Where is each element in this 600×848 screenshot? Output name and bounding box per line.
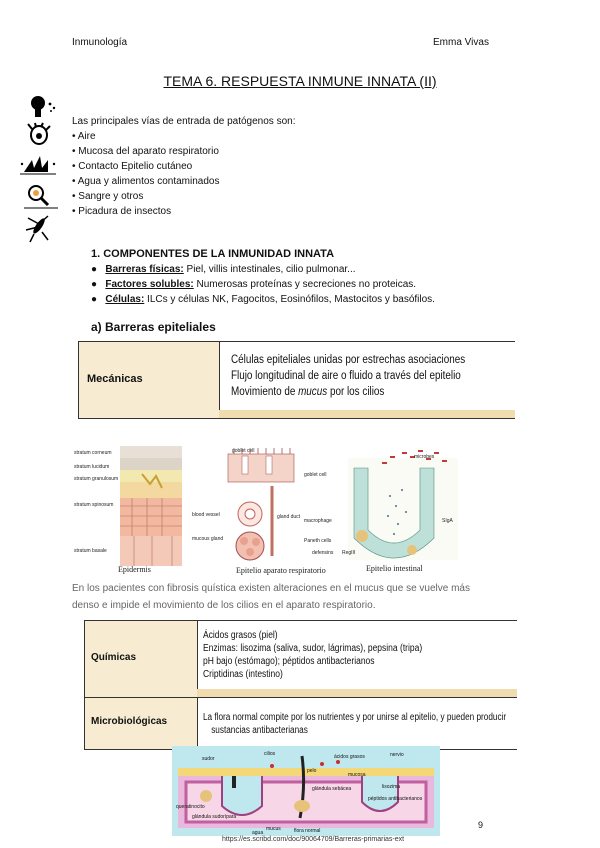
source-url[interactable]: https://es.scribd.com/doc/90064709/Barreras-primarias-ext [222,836,405,843]
splash-icon [20,156,56,174]
fig2-label: mucosa [348,772,366,778]
gut-label: goblet cell [304,472,327,478]
gut-label: RegIII [342,550,356,556]
header-author: Emma Vivas [433,37,489,48]
micro-line: La flora normal compite por los nutrientes y por unirse al epitelio, y pueden producir [203,712,507,723]
intro-text: Las principales vías de entrada de patógenos son: [72,116,296,127]
barrier-figure [172,746,440,836]
caption-respiratory: Epitelio aparato respiratorio [236,566,326,575]
list-item: • Mucosa del aparato respiratorio [72,146,219,157]
route-icons [18,94,60,249]
mecanicas-label: Mecánicas [87,373,143,385]
fig2-label: mucus [266,826,281,832]
quimicas-line: pH bajo (estómago); péptidos antibacterianos [203,656,375,667]
skin-label: stratum spinosum [74,502,114,508]
section-heading: 1. COMPONENTES DE LA INMUNIDAD INNATA [91,248,335,260]
magnifier-icon [24,186,58,208]
fig2-label: ácidos grasos [334,754,365,760]
subsection-heading: a) Barreras epiteliales [91,320,216,334]
fig2-label: lisozima [382,784,401,790]
item-text: Piel, villis intestinales, cilio pulmonar... [183,264,356,275]
quimicas-content [203,629,467,681]
mecanicas-label-cell [79,342,220,418]
fig2-label: queratinocito [176,804,205,810]
respiratory-diagram [228,448,294,560]
gut-label: SIgA [442,518,453,524]
list-item: • Agua y alimentos contaminados [72,176,220,187]
item-label: Células: [105,294,145,305]
resp-label: gland duct [277,514,301,520]
skin-label: stratum granulosum [74,476,119,482]
gut-label: defensins [312,550,334,556]
skin-label: stratum lucidum [74,464,110,470]
fig2-label: péptidos antibacterianos [368,796,423,802]
resp-label: blood vessel [192,512,220,518]
route-icons-svg [18,94,60,244]
skin-label: stratum basale [74,548,107,554]
mecanicas-content [231,352,475,400]
routes-list [72,129,219,219]
page-number: 9 [478,820,484,830]
list-item: • Picadura de insectos [72,206,172,217]
micro-label-cell [85,698,198,749]
resp-label: goblet cell [232,448,255,454]
epithelia-svg [72,446,462,576]
fig2-label: glándula sudorípara [192,814,237,820]
fig2-label: flora normal [294,828,321,834]
list-item: ● Células: ILCs y células NK, Fagocitos, Eosinófilos, Mastocitos y basófilos. [91,294,435,305]
list-item: • Contacto Epitelio cutáneo [72,161,193,172]
gut-label: Paneth cells [304,538,332,544]
hand-icon [28,123,50,144]
micro-label: Microbiológicas [91,716,168,727]
item-label: Barreras físicas: [105,264,184,275]
item-text: Numerosas proteínas y secreciones no proteicas. [193,279,417,290]
mecanicas-line: Movimiento de mucus por los cilios [231,386,385,398]
fig2-label: pelo [307,768,317,774]
quimicas-label-cell [85,621,198,698]
mecanicas-bottom-band [219,410,515,418]
fig2-label: sudor [202,756,215,762]
mosquito-icon [26,216,48,242]
list-item: • Sangre y otros [72,191,144,202]
fig2-label: cilios [264,751,276,757]
quimicas-bottom-band [197,689,517,698]
gut-label: microbes [414,454,435,460]
components-list [91,264,435,309]
caption-intestinal: Epitelio intestinal [366,564,423,573]
micro-content [203,711,507,737]
fig2-label: agua [252,830,264,836]
item-label: Factores solubles: [105,279,194,290]
list-item: ● Barreras físicas: Piel, villis intestinales, cilio pulmonar... [91,264,356,275]
page-title: TEMA 6. RESPUESTA INMUNE INNATA (II) [163,73,437,89]
head-breathing-icon [31,96,55,117]
quimicas-line: Ácidos grasos (piel) [203,630,278,641]
fig2-label: nervio [390,752,404,758]
skin-diagram [120,446,182,566]
caption-epidermis: Epidermis [118,565,151,574]
header-course: Inmunología [72,37,128,48]
item-text: ILCs y células NK, Fagocitos, Eosinófilos, Mastocitos y basófilos. [144,294,435,305]
fig2-label: glándula sebácea [312,786,352,792]
note-line: denso e impide el movimiento de los cilios en el aparato respiratorio. [72,600,376,611]
micro-line: sustancias antibacterianas [211,725,308,736]
quimicas-line: Enzimas: lisozima (saliva, sudor, lágrimas), pepsina (tripa) [203,643,423,654]
skin-label: stratum corneum [74,450,112,456]
intestinal-diagram [348,450,458,560]
mecanicas-line: Flujo longitudinal de aire o fluido a través del epitelio [231,370,461,382]
note-line: En los pacientes con fibrosis quística existen alteraciones en el mucus que se vuelve más [72,583,470,594]
quimicas-line: Criptidinas (intestino) [203,669,283,680]
quimicas-label: Químicas [91,652,137,663]
fibrosis-note [72,580,470,614]
resp-label: mucous gland [192,536,224,542]
mecanicas-table [78,341,515,419]
mecanicas-line: Células epiteliales unidas por estrechas asociaciones [231,354,466,366]
list-item: • Aire [72,131,96,142]
gut-label: macrophage [304,518,332,524]
epithelia-figure [72,446,462,576]
chem-micro-table [84,620,517,750]
list-item: ● Factores solubles: Numerosas proteínas y secreciones no proteicas. [91,279,417,290]
